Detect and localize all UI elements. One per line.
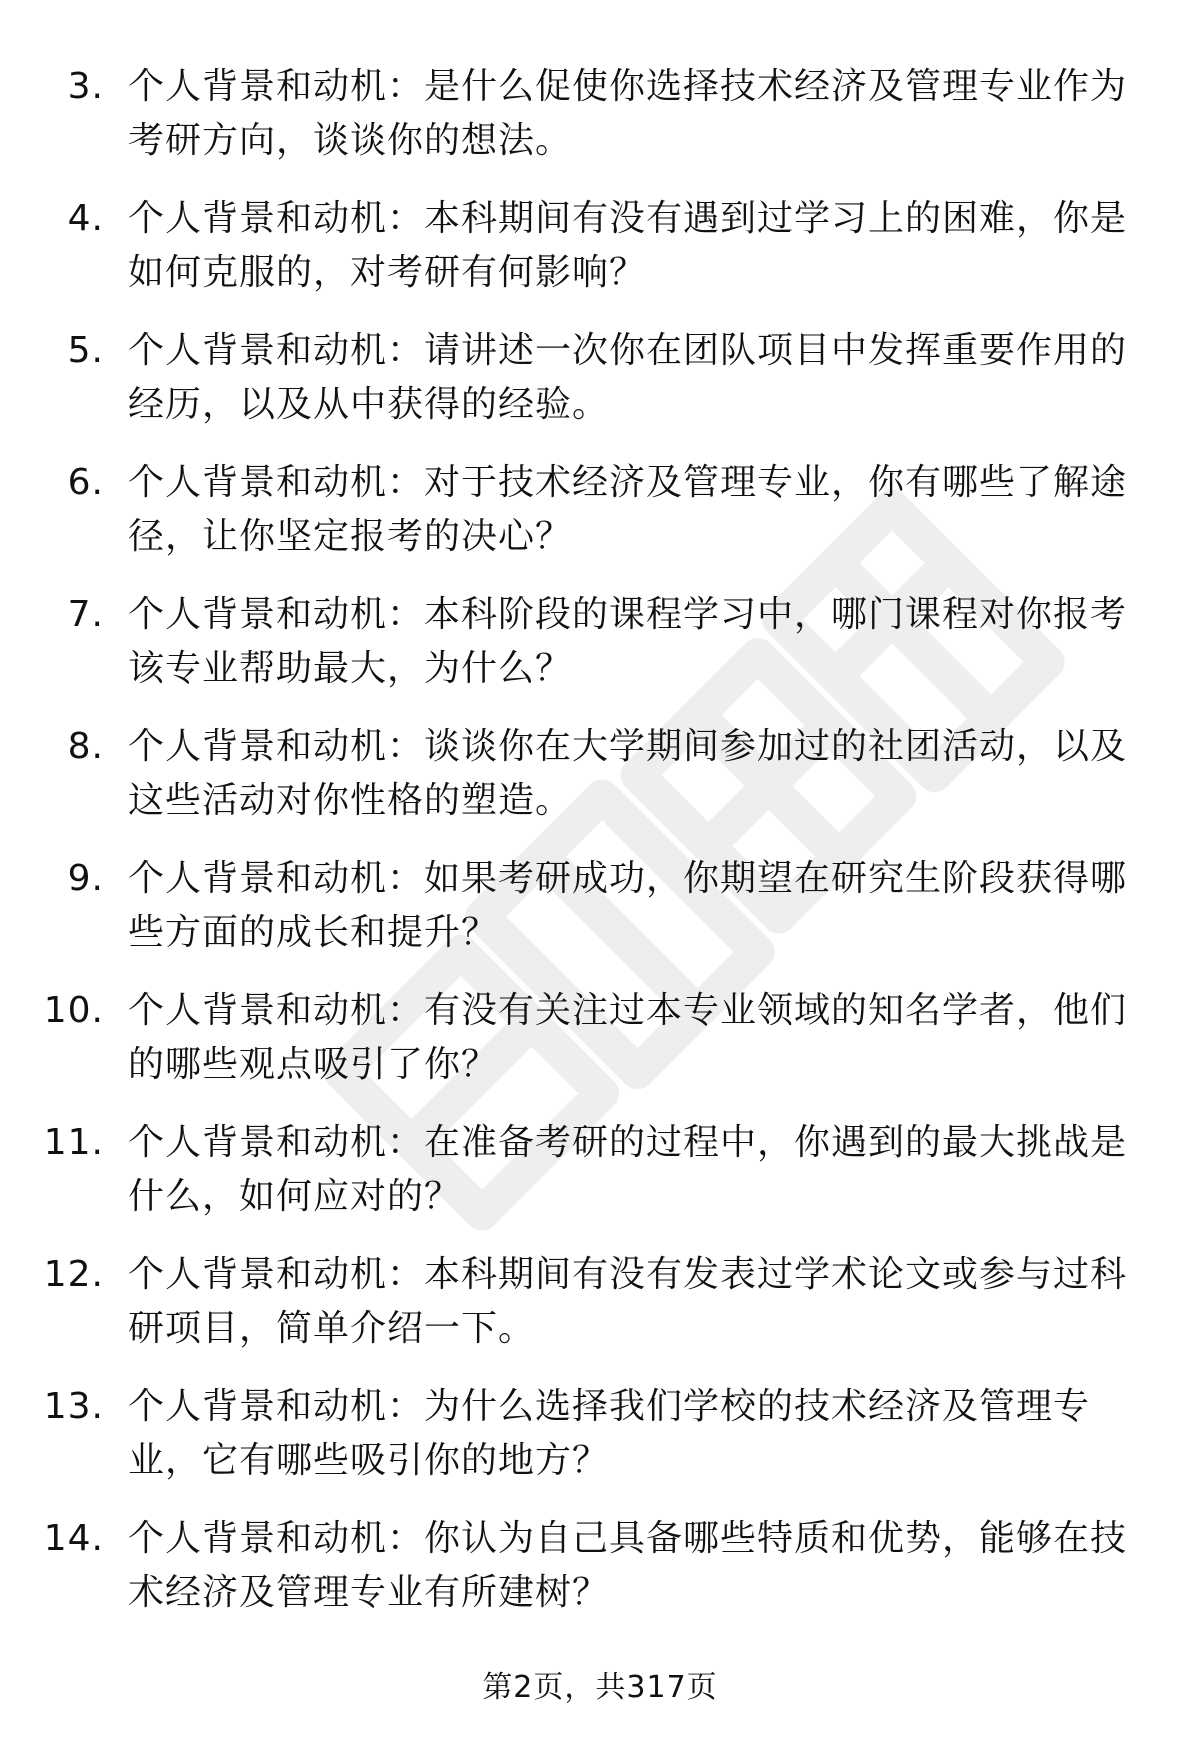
page-footer: 第2页，共317页	[482, 1670, 718, 1705]
list-item	[0, 456, 1200, 588]
list-item	[0, 852, 1200, 984]
list-item	[0, 1116, 1200, 1248]
question-number: 12.	[43, 1254, 104, 1295]
list-item	[0, 1248, 1200, 1380]
list-item	[0, 588, 1200, 720]
list-item	[0, 192, 1200, 324]
question-text: 个人背景和动机：你认为自己具备哪些特质和优势，能够在技术经济及管理专业有所建树？	[128, 1518, 1128, 1613]
question-text: 个人背景和动机：本科期间有没有遇到过学习上的困难，你是如何克服的，对考研有何影响？	[128, 198, 1128, 293]
question-text: 个人背景和动机：谈谈你在大学期间参加过的社团活动，以及这些活动对你性格的塑造。	[128, 726, 1128, 821]
question-number: 6.	[67, 462, 104, 503]
question-number: 14.	[43, 1518, 104, 1559]
question-text: 个人背景和动机：有没有关注过本专业领域的知名学者，他们的哪些观点吸引了你？	[128, 990, 1128, 1085]
question-number: 8.	[67, 726, 104, 767]
question-number: 7.	[67, 594, 104, 635]
list-item	[0, 324, 1200, 456]
question-text: 个人背景和动机：如果考研成功，你期望在研究生阶段获得哪些方面的成长和提升？	[128, 858, 1128, 953]
question-list	[0, 60, 1200, 1644]
question-number: 9.	[67, 858, 104, 899]
question-number: 5.	[67, 330, 104, 371]
question-text: 个人背景和动机：在准备考研的过程中，你遇到的最大挑战是什么，如何应对的？	[128, 1122, 1128, 1217]
list-item	[0, 1380, 1200, 1512]
list-item	[0, 1512, 1200, 1644]
question-number: 3.	[67, 66, 104, 107]
list-item	[0, 60, 1200, 192]
question-text: 个人背景和动机：为什么选择我们学校的技术经济及管理专业，它有哪些吸引你的地方？	[128, 1386, 1091, 1481]
question-number: 13.	[43, 1386, 104, 1427]
question-text: 个人背景和动机：本科阶段的课程学习中，哪门课程对你报考该专业帮助最大，为什么？	[128, 594, 1128, 689]
question-text: 个人背景和动机：请讲述一次你在团队项目中发挥重要作用的经历，以及从中获得的经验。	[128, 330, 1128, 425]
list-item	[0, 720, 1200, 852]
question-number: 4.	[67, 198, 104, 239]
question-number: 11.	[43, 1122, 104, 1163]
question-text: 个人背景和动机：本科期间有没有发表过学术论文或参与过科研项目，简单介绍一下。	[128, 1254, 1128, 1349]
question-text: 个人背景和动机：是什么促使你选择技术经济及管理专业作为考研方向，谈谈你的想法。	[128, 66, 1128, 161]
list-item	[0, 984, 1200, 1116]
question-text: 个人背景和动机：对于技术经济及管理专业，你有哪些了解途径，让你坚定报考的决心？	[128, 462, 1128, 557]
question-number: 10.	[43, 990, 104, 1031]
